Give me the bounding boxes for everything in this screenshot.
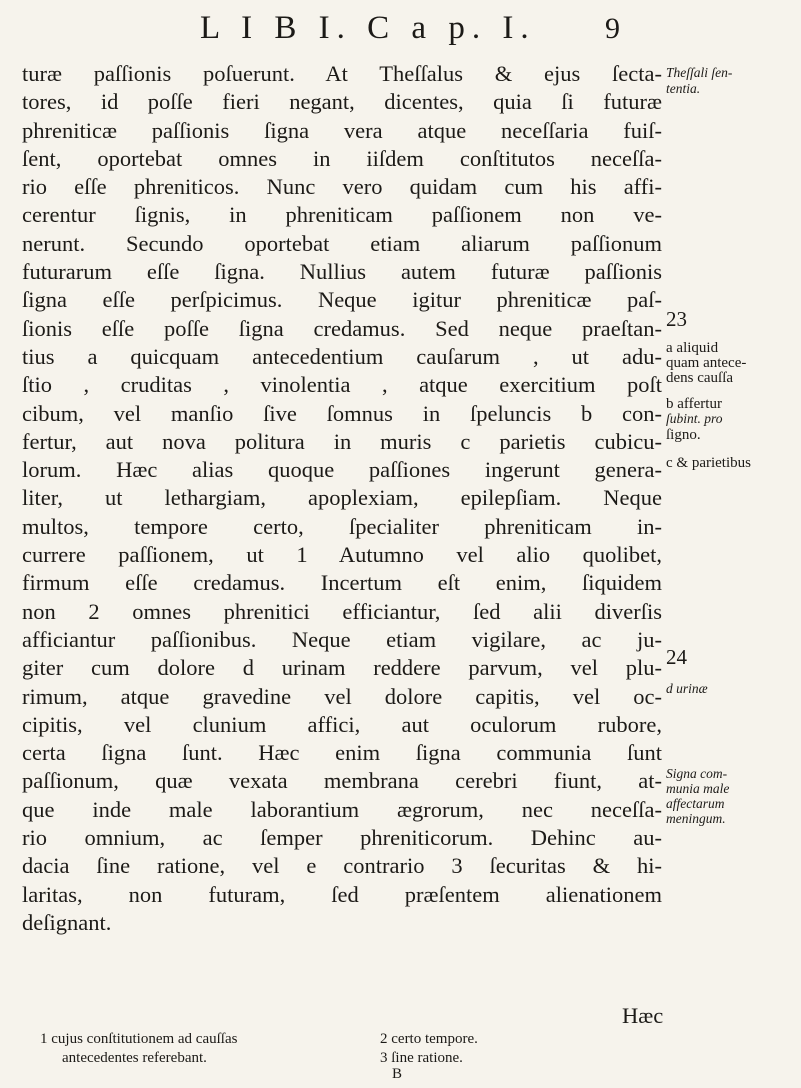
margin-note-thessali-cont: tentia. [666, 81, 701, 96]
text-line: lorum. Hæc alias quoque paſſiones ingerunt genera- [22, 457, 662, 483]
margin-note-a-cont: quam antece- [666, 355, 747, 371]
text-line: cerentur ſignis, in phreniticam paſſionem non ve- [22, 202, 662, 228]
footnote-1: 1 cujus conſtitutionem ad cauſſas [40, 1031, 238, 1047]
text-line: nerunt. Secundo oportebat etiam aliarum paſſionum [22, 230, 662, 256]
footnote-column-right [380, 1030, 478, 1067]
page-number: 9 [605, 12, 620, 45]
text-line: tores, id poſſe fieri negant, dicentes, quia ſi futuræ [22, 89, 662, 115]
text-line: ſionis eſſe poſſe ſigna credamus. Sed neque praeſtan- [22, 315, 662, 341]
margin-note-signa-cont2: affectarum [666, 796, 725, 811]
text-line: futurarum eſſe ſigna. Nullius autem futuræ paſſionis [22, 259, 662, 285]
margin-note-signa: Signa com- [666, 766, 728, 781]
text-line: laritas, non futuram, ſed præſentem alienationem [22, 881, 662, 907]
text-line: cibum, vel manſio ſive ſomnus in ſpeluncis b con- [22, 400, 662, 426]
text-line: rio eſſe phreniticos. Nunc vero quidam cum his affi- [22, 174, 662, 200]
text-line: paſſionum, quæ vexata membrana cerebri fiunt, at- [22, 768, 662, 794]
text-line: deſignant. [22, 909, 112, 935]
text-line: ſtio , cruditas , vinolentia , atque exercitium poſt [22, 372, 662, 398]
text-line: firmum eſſe credamus. Incertum eſt enim, ſiquidem [22, 570, 662, 596]
running-title: L I B I. C a p. I. [200, 10, 536, 46]
margin-note-c: c & parietibus [666, 455, 751, 471]
text-line: ſigna eſſe perſpicimus. Neque igitur phreniticæ paſ- [22, 287, 662, 313]
text-line: currere paſſionem, ut 1 Autumno vel alio quolibet, [22, 542, 662, 568]
text-line: cipitis, vel clunium affici, aut oculorum rubore, [22, 711, 662, 737]
footnote-column-left [40, 1030, 237, 1067]
text-line: phreniticæ paſſionis ſigna vera atque neceſſaria fuiſ- [22, 117, 662, 143]
main-text [22, 60, 662, 937]
text-line: certa ſigna ſunt. Hæc enim ſigna communia ſunt [22, 740, 662, 766]
text-line: fertur, aut nova politura in muris c parietis cubicu- [22, 428, 662, 454]
running-header [200, 10, 620, 50]
margin-note-b-cont2: ſigno. [666, 427, 701, 443]
text-line: rimum, atque gravedine vel dolore capitis, vel oc- [22, 683, 662, 709]
text-line: rio omnium, ac ſemper phreniticorum. Dehinc au- [22, 825, 662, 851]
margin-note-d: d urinæ [666, 681, 708, 696]
margin-note-thessali: Theſſali ſen- [666, 65, 733, 80]
margin-note-b-cont: ſubint. pro [666, 411, 723, 426]
text-line: ſent, oportebat omnes in iiſdem conſtitutos neceſſa- [22, 145, 662, 171]
section-number-23: 23 [666, 307, 687, 331]
text-line: multos, tempore certo, ſpecialiter phreniticam in- [22, 513, 662, 539]
text-line: dacia ſine ratione, vel e contrario 3 ſecuritas & hi- [22, 853, 662, 879]
text-line: tius a quicquam antecedentium cauſarum , ut adu- [22, 343, 662, 369]
signature-mark: B [392, 1066, 403, 1082]
footnote-1-cont: antecedentes referebant. [62, 1049, 207, 1066]
margin-note-b: b affertur [666, 396, 722, 412]
footnote-3: 3 ſine ratione. [380, 1049, 463, 1066]
margin-note-signa-cont3: meningum. [666, 811, 726, 826]
section-number-24: 24 [666, 645, 687, 669]
catchword: Hæc [622, 1003, 664, 1028]
margin-note-signa-cont: munia male [666, 781, 730, 796]
text-line: que inde male laborantium ægrorum, nec neceſſa- [22, 796, 662, 822]
footnote-2: 2 certo tempore. [380, 1031, 478, 1047]
text-line: turæ paſſionis poſuerunt. At Theſſalus & ejus ſecta- [22, 61, 662, 86]
text-line: afficiantur paſſionibus. Neque etiam vigilare, ac ju- [22, 626, 662, 652]
text-line: non 2 omnes phrenitici efficiantur, ſed alii diverſis [22, 598, 662, 624]
text-line: liter, ut lethargiam, apoplexiam, epilepſiam. Neque [22, 485, 662, 511]
text-line: giter cum dolore d urinam reddere parvum, vel plu- [22, 655, 662, 681]
margin-note-a-cont2: dens cauſſa [666, 370, 734, 386]
margin-note-a: a aliquid [666, 340, 719, 356]
